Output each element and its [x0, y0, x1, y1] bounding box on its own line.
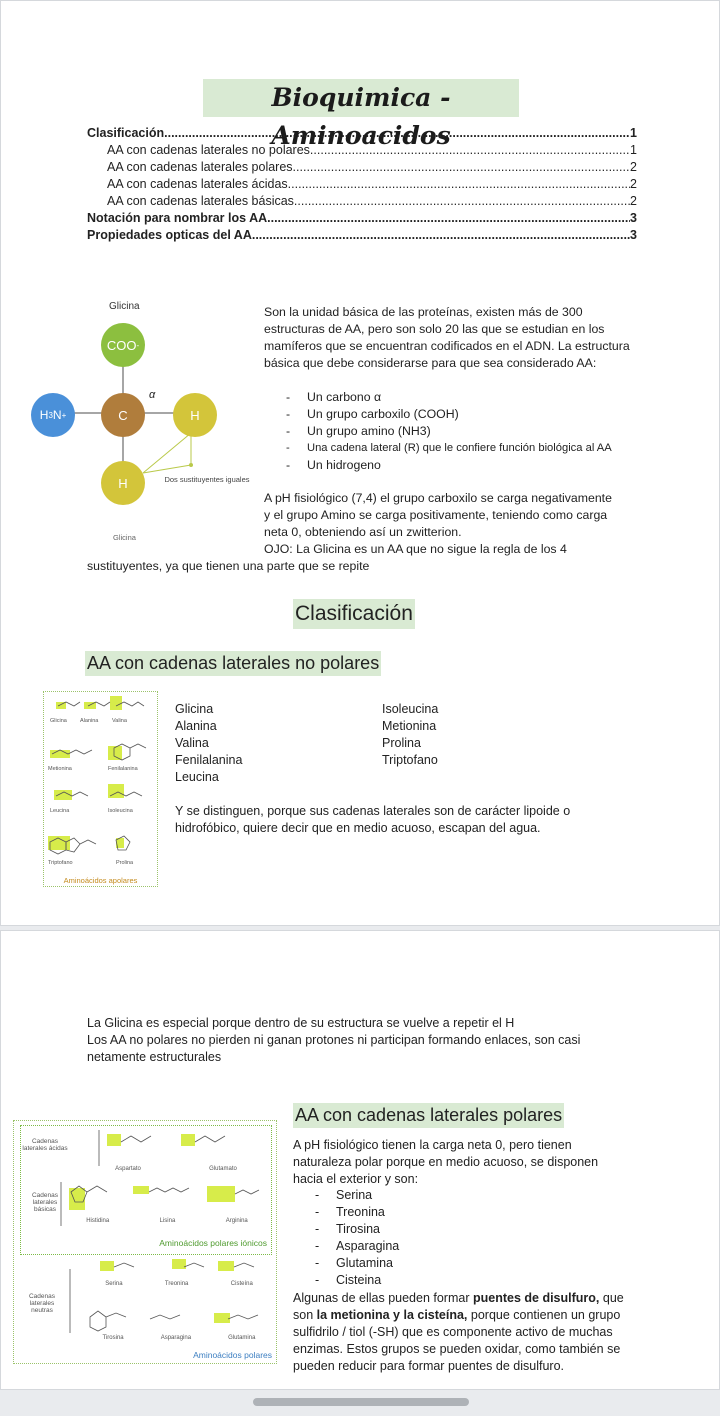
- carboxyl-group: [101, 323, 145, 367]
- ojo-line-1: OJO: La Glicina es un AA que no sigue la regla de los 4: [264, 542, 567, 556]
- structure-label: Valina: [112, 718, 127, 724]
- toc-leader: [293, 159, 631, 176]
- list-item: - Tirosina: [293, 1221, 493, 1238]
- structure-label: Triptofano: [48, 860, 73, 866]
- polar-intro: A pH fisiológico tienen la carga neta 0, pero tienen naturaleza polar porque en medio acuoso, se disponen hacia el exterior y son:: [293, 1138, 599, 1186]
- substituents-note: Dos sustituyentes iguales: [164, 475, 250, 484]
- row-label-basic: Cadenas laterales básicas: [31, 1192, 59, 1213]
- structure-label: Glicina: [50, 718, 67, 724]
- ionic-figure-caption: Aminoácidos polares iónicos: [159, 1238, 267, 1248]
- structure-label: Metionina: [48, 766, 72, 772]
- list-item: Glicina: [175, 702, 214, 716]
- polar-amino-acids-figure: [13, 1120, 277, 1364]
- diagram-title: Glicina: [109, 301, 140, 312]
- label-treonina: Treonina: [164, 1281, 189, 1287]
- toc-entry-page: 3: [630, 211, 637, 225]
- neutral-structures: [14, 1121, 278, 1365]
- toc-entry[interactable]: [87, 125, 637, 142]
- amino-sub: 3: [48, 410, 53, 420]
- label-aspartato: Aspartato: [115, 1166, 141, 1172]
- label-glutamato: Glutamato: [209, 1166, 237, 1172]
- subsection-heading-polar: AA con cadenas laterales polares: [293, 1103, 564, 1128]
- carboxyl-charge: -: [136, 340, 140, 350]
- toc-leader: [252, 227, 630, 244]
- label-tirosina: Tirosina: [102, 1335, 124, 1341]
- toc-entry-label: Notación para nombrar los AA: [87, 211, 268, 225]
- row-label-neutral: Cadenas laterales neutras: [28, 1293, 56, 1314]
- toc-entry-page: 3: [630, 228, 637, 242]
- ph-line-3: neta 0, obteniendo así un zwitterion.: [264, 525, 462, 539]
- list-item: - Asparagina: [293, 1238, 493, 1255]
- structure-label: Prolina: [116, 860, 134, 866]
- toc-entry[interactable]: [87, 210, 637, 227]
- toc-entry-page: 2: [630, 160, 637, 174]
- glycine-diagram: [31, 297, 261, 547]
- list-item: Leucina: [175, 770, 219, 784]
- list-item: Isoleucina: [382, 702, 439, 716]
- scroll-indicator[interactable]: [253, 1398, 469, 1406]
- list-item: - Treonina: [293, 1204, 493, 1221]
- carboxyl-label: COO: [106, 337, 137, 353]
- list-item: Fenilalanina: [175, 753, 243, 767]
- toc-entry[interactable]: [87, 193, 637, 210]
- list-item: - Glutamina: [293, 1255, 493, 1272]
- list-item: - Un grupo carboxilo (COOH): [264, 406, 644, 423]
- disulfide-text-c: que son: [293, 1291, 624, 1322]
- label-cisteina: Cisteína: [230, 1281, 253, 1287]
- amino-n: N: [52, 408, 62, 422]
- hydrogen-right: H: [173, 393, 217, 437]
- section-heading-clasificacion: Clasificación: [293, 599, 415, 629]
- polar-figure-caption: Aminoácidos polares: [193, 1350, 272, 1360]
- subsection-heading-nonpolar: AA con cadenas laterales no polares: [85, 651, 381, 676]
- toc-entry-label: Clasificación: [87, 126, 165, 140]
- disulfide-text-e: porque contienen un grupo sulfidrilo / tiol (-SH) que es componente activo de muchas enzimas. Estos grupos se pueden oxidar, como también se pueden reducir para formar puentes de disulfuro.: [293, 1308, 621, 1373]
- polar-amino-acids-list: [293, 1187, 493, 1289]
- toc-entry-label: AA con cadenas laterales básicas: [107, 194, 294, 208]
- nonpolar-list-col1: [175, 701, 242, 786]
- list-item: Alanina: [175, 719, 217, 733]
- table-of-contents: [87, 125, 637, 244]
- amino-group: [31, 393, 75, 437]
- hydrogen-bottom: H: [101, 461, 145, 505]
- label-serina: Serina: [105, 1281, 123, 1287]
- nonpolar-figure-caption: Aminoácidos apolares: [63, 876, 138, 885]
- label-asparagina: Asparagina: [160, 1335, 192, 1341]
- list-item: - Cisteina: [293, 1272, 493, 1289]
- glicina-special-note: La Glicina es especial porque dentro de su estructura se vuelve a repetir el H: [87, 1016, 515, 1030]
- nonpolar-description: Y se distinguen, porque sus cadenas laterales son de carácter lipoide o hidrofóbico, quiere decir que en medio acuoso, escapan del agua.: [175, 804, 571, 835]
- list-item: - Serina: [293, 1187, 493, 1204]
- structure-label: Leucina: [50, 808, 70, 814]
- diagram-caption: Glicina: [113, 533, 136, 542]
- nonpolar-amino-acids-figure: [43, 691, 158, 887]
- label-histidina: Histidina: [86, 1218, 110, 1224]
- neutral-labels-bottom: [84, 1335, 274, 1341]
- neutral-labels-top: [84, 1281, 274, 1287]
- toc-entry-label: Propiedades opticas del AA: [87, 228, 252, 242]
- amino-charge: +: [61, 410, 67, 420]
- list-item: - Un hidrogeno: [264, 457, 644, 474]
- ojo-line-2: sustituyentes, ya que tienen una parte que se repite: [87, 559, 370, 573]
- toc-entry-page: 2: [630, 177, 637, 191]
- toc-entry-label: AA con cadenas laterales polares: [107, 160, 293, 174]
- row-label-acid: Cadenas laterales ácidas: [22, 1138, 68, 1152]
- toc-entry-label: AA con cadenas laterales ácidas: [107, 177, 288, 191]
- list-item: Triptofano: [382, 753, 438, 767]
- structure-label: Fenilalanina: [108, 766, 138, 772]
- structure-label: Isoleucina: [108, 808, 133, 814]
- structure-label: Alanina: [80, 718, 99, 724]
- nonpolar-list-col2: [382, 701, 438, 769]
- list-item: - Una cadena lateral (R) que le confiere función biológica al AA: [264, 440, 644, 457]
- label-lisina: Lisina: [159, 1218, 176, 1224]
- list-item: - Un grupo amino (NH3): [264, 423, 644, 440]
- toc-entry[interactable]: [87, 159, 637, 176]
- list-item: Metionina: [382, 719, 437, 733]
- label-glutamina: Glutamina: [228, 1335, 256, 1341]
- nonpolar-structural-note: Los AA no polares no pierden ni ganan protones ni participan formando enlaces, son casi netamente estructurales: [87, 1033, 581, 1064]
- document-page-2: [0, 930, 720, 1390]
- disulfide-bold-bridges: puentes de disulfuro,: [472, 1291, 600, 1305]
- amino-acid-components-list: [264, 389, 644, 474]
- toc-leader: [310, 142, 630, 159]
- list-item: Prolina: [382, 736, 421, 750]
- toc-leader: [288, 176, 630, 193]
- toc-entry[interactable]: [87, 227, 637, 244]
- label-arginina: Arginina: [225, 1218, 248, 1224]
- toc-entry[interactable]: [87, 176, 637, 193]
- toc-entry[interactable]: [87, 142, 637, 159]
- amino-h: H: [39, 408, 49, 422]
- list-item: Valina: [175, 736, 209, 750]
- ph-line-2: y el grupo Amino se carga positivamente, teniendo como carga: [264, 508, 608, 522]
- toc-entry-label: AA con cadenas laterales no polares: [107, 143, 310, 157]
- toc-leader: [164, 125, 630, 142]
- toc-entry-page: 1: [630, 143, 637, 157]
- alpha-carbon: C: [101, 393, 145, 437]
- disulfide-text-a: Algunas de ellas pueden formar: [293, 1291, 473, 1305]
- alpha-label: α: [149, 389, 156, 401]
- toc-leader: [294, 193, 630, 210]
- disulfide-bold-aa: la metionina y la cisteína,: [316, 1308, 468, 1322]
- disulfide-paragraph: [293, 1290, 631, 1375]
- toc-leader: [267, 210, 630, 227]
- ph-line-1: A pH fisiológico (7,4) el grupo carboxilo se carga negativamente: [264, 491, 612, 505]
- toc-entry-page: 1: [630, 126, 637, 140]
- toc-entry-page: 2: [630, 194, 637, 208]
- intro-paragraph: Son la unidad básica de las proteínas, existen más de 300 estructuras de AA, pero son solo 20 las que se estudian en los mamíferos que se encuentran codificados en el ADN. La estructura básica que debe considerarse para que sea considerado AA:: [264, 305, 630, 370]
- list-item: - Un carbono α: [264, 389, 644, 406]
- document-title: Bioquimica - Aminoacidos: [203, 79, 519, 117]
